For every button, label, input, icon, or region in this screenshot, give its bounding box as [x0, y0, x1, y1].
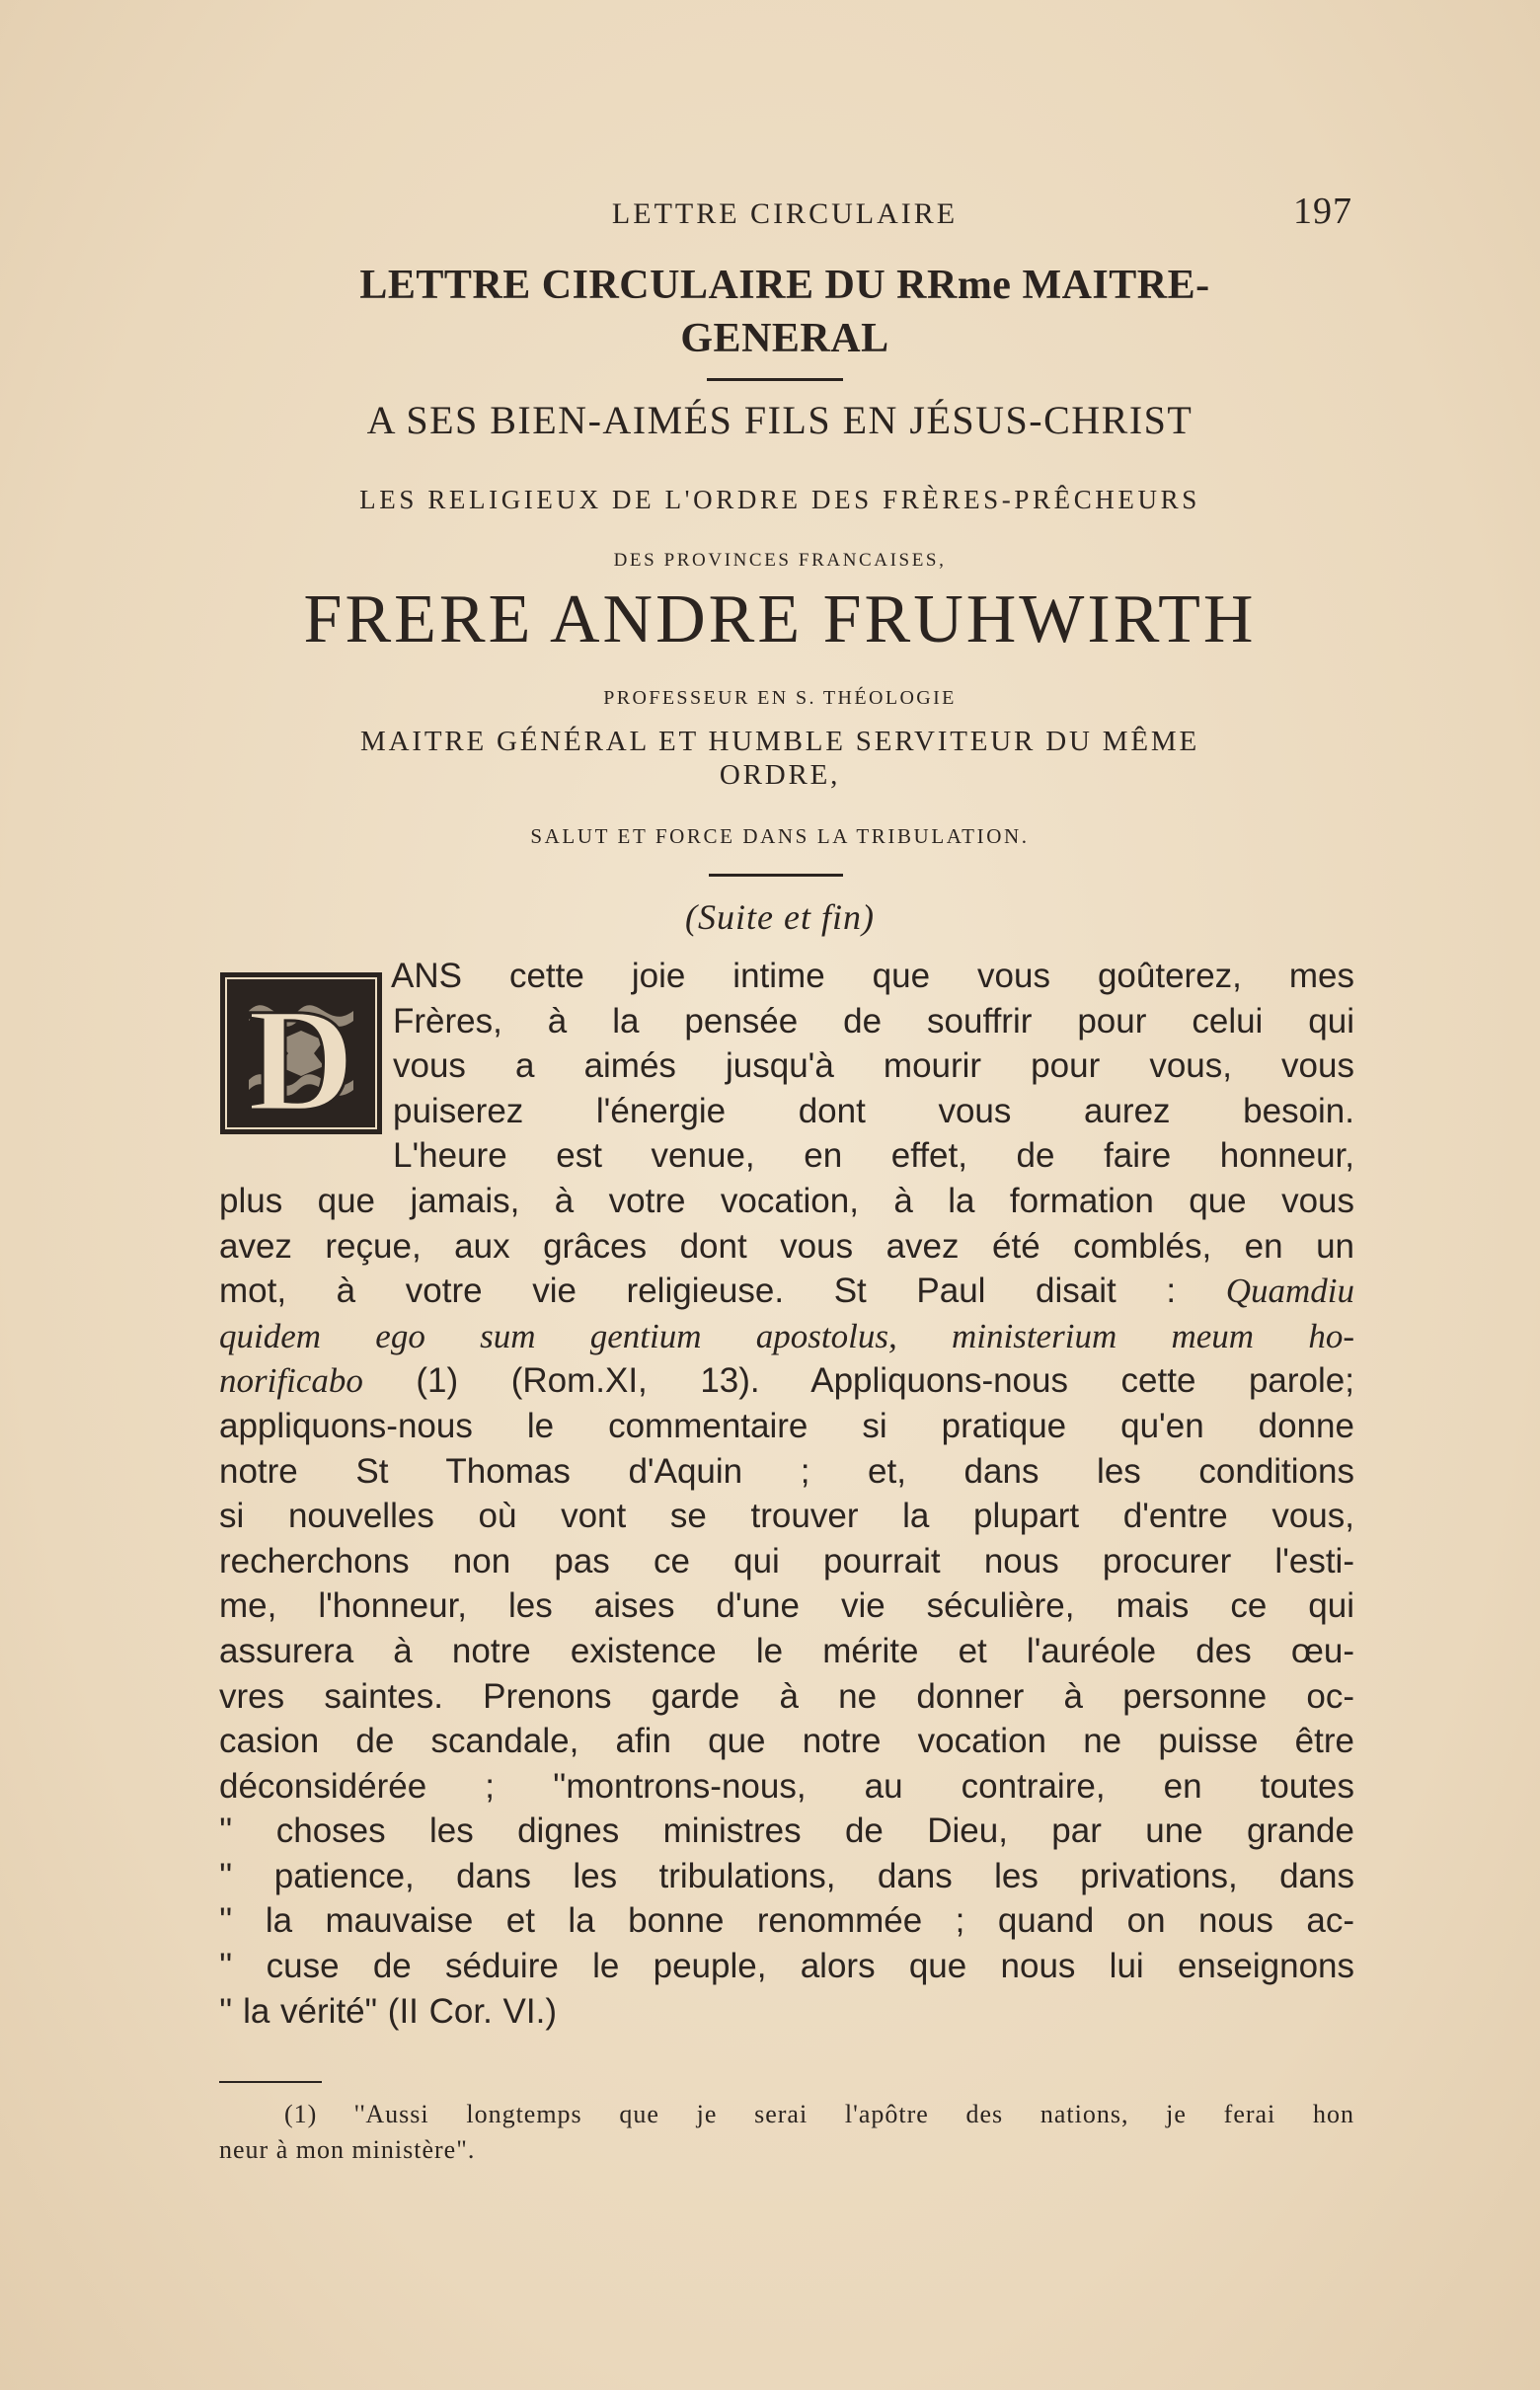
footnote-rule	[219, 2081, 322, 2083]
body-line: vres saintes. Prenons garde à ne donner à personne oc-	[219, 1676, 1354, 1716]
body-line	[219, 1314, 1354, 1359]
body-line: L'heure est venue, en effet, de faire honneur,	[393, 1136, 1354, 1176]
continuation-note: (Suite et fin)	[685, 897, 875, 937]
letter-title-line-1: LETTRE CIRCULAIRE DU RRme MAITRE-	[359, 263, 1210, 308]
author-name: FRERE ANDRE FRUHWIRTH	[303, 581, 1257, 657]
letter-body	[219, 954, 1354, 2034]
rank-line	[217, 725, 1343, 792]
provinces-line: DES PROVINCES FRANCAISES,	[613, 550, 947, 571]
body-line: notre St Thomas d'Aquin ; et, dans les conditions	[219, 1451, 1354, 1491]
body-line	[219, 1358, 1354, 1404]
body-line: '' la mauvaise et la bonne renommée ; quand on nous ac-	[219, 1901, 1354, 1941]
body-line: recherchons non pas ce qui pourrait nous procurer l'esti-	[219, 1541, 1354, 1580]
running-title: LETTRE CIRCULAIRE	[611, 197, 959, 230]
title-rule	[707, 378, 843, 381]
body-line: si nouvelles où vont se trouver la plupart d'entre vous,	[219, 1497, 1354, 1536]
letter-title	[227, 259, 1343, 365]
order-line: LES RELIGIEUX DE L'ORDRE DES FRÈRES-PRÊCHEURS	[359, 485, 1200, 514]
body-text-run: mot, à votre vie religieuse. St Paul disait :	[219, 1272, 1226, 1311]
rank-line-1: MAITRE GÉNÉRAL ET HUMBLE SERVITEUR DU MÊME	[360, 726, 1199, 757]
greeting-line: SALUT ET FORCE DANS LA TRIBULATION.	[530, 824, 1030, 848]
body-line: casion de scandale, afin que notre vocation ne puisse être	[219, 1722, 1354, 1761]
body-line: vous a aimés jusqu'à mourir pour vous, vous	[393, 1046, 1354, 1086]
drop-cap-letter: D	[247, 978, 355, 1135]
letter-title-line-2: GENERAL	[680, 316, 889, 361]
body-line: déconsidérée ; ''montrons-nous, au contraire, en toutes	[219, 1766, 1354, 1806]
body-line: '' patience, dans les tribulations, dans les privations, dans	[219, 1856, 1354, 1895]
body-line: ANS cette joie intime que vous goûterez, mes	[391, 957, 1354, 995]
body-line: Frères, à la pensée de souffrir pour celui qui	[393, 1001, 1354, 1041]
body-line: '' la vérité" (II Cor. VI.)	[219, 1991, 557, 2031]
body-line: '' cuse de séduire le peuple, alors que nous lui enseignons	[219, 1947, 1354, 1986]
recipients-line: A SES BIEN-AIMÉS FILS EN JÉSUS-CHRIST	[366, 398, 1194, 442]
body-line	[219, 1269, 1354, 1314]
body-line: '' choses les dignes ministres de Dieu, par une grande	[219, 1812, 1354, 1851]
author-title: PROFESSEUR EN S. THÉOLOGIE	[603, 687, 957, 709]
body-text-run: (1) (Rom.XI, 13). Appliquons-nous cette parole;	[362, 1361, 1354, 1401]
body-line: me, l'honneur, les aises d'une vie séculière, mais ce qui	[219, 1586, 1354, 1626]
page-number: 197	[1293, 191, 1352, 232]
running-head	[217, 190, 1352, 237]
footnote-line-1: (1) ''Aussi longtemps que je serai l'apôtre des nations, je ferai hon	[284, 2100, 1354, 2128]
body-line: puiserez l'énergie dont vous aurez besoin.	[393, 1091, 1354, 1130]
body-line: appliquons-nous le commentaire si pratique qu'en donne	[219, 1406, 1354, 1445]
body-line: assurera à notre existence le mérite et l'auréole des œu-	[219, 1631, 1354, 1670]
body-line: plus que jamais, à votre vocation, à la formation que vous	[219, 1181, 1354, 1220]
latin-quote: norificabo	[219, 1361, 363, 1401]
body-line: avez reçue, aux grâces dont vous avez été comblés, en un	[219, 1226, 1354, 1266]
footnote	[219, 2097, 1354, 2168]
latin-quote: Quamdiu	[1225, 1272, 1354, 1311]
section-rule	[709, 874, 843, 877]
footnote-line-2: neur à mon ministère".	[219, 2135, 476, 2164]
latin-quote: quidem ego sum gentium apostolus, ministerium meum ho-	[219, 1316, 1354, 1355]
rank-line-2: ORDRE,	[719, 759, 841, 791]
